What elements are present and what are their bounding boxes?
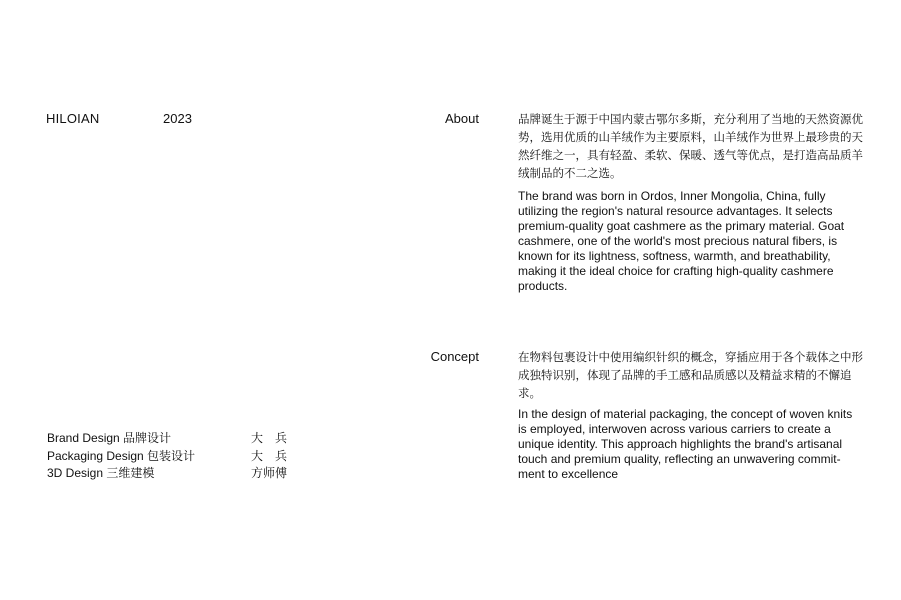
about-label: About: [445, 111, 479, 126]
credit-row-brand-design: [47, 430, 287, 448]
credit-row-3d-design: [47, 465, 287, 483]
brand-year: 2023: [163, 111, 192, 126]
concept-text-chinese: 在物料包裹设计中使用编织针织的概念，穿插应用于各个载体之中形成独特识别，体现了品牌的手工感和品质感以及精益求精的不懈追求。: [518, 352, 863, 400]
credit-person: 大 兵: [251, 448, 287, 463]
credits-list: [47, 430, 287, 483]
credit-person: 方师傅: [251, 466, 288, 480]
credit-role: Packaging Design 包装设计: [47, 448, 196, 463]
about-text-english: The brand was born in Ordos, Inner Mongolia, China, fully utilizing the region's natural resource advantages. It selects premium-quality goat cashmere as the primary material. Goat cashmere, one of the world's most precious natural fibers, is known for its lightness, softness, warmth, and breathability, making it the ideal choice for crafting high-quality cashmere products.: [518, 189, 845, 293]
concept-text-english: In the design of material packaging, the concept of woven knits is employed, interwoven across various carriers to create a unique identity. This approach highlights the brand's artisanal touch and premium quality, reflecting an unwavering commit-ment to excellence: [518, 407, 853, 481]
credit-role: 3D Design 三维建模: [47, 466, 155, 480]
credit-role: Brand Design 品牌设计: [47, 431, 172, 445]
about-text-chinese: 品牌诞生于源于中国内蒙古鄂尔多斯，充分利用了当地的天然资源优势，选用优质的山羊绒作为主要原料，山羊绒作为世界上最珍贵的天然纤维之一，具有轻盈、柔软、保暖、透气等优点，是打造高品质羊绒制品的不二之选。: [518, 114, 863, 180]
brand-name: HILOIAN: [46, 111, 100, 126]
concept-label: Concept: [430, 349, 479, 364]
credit-row-packaging-design: [47, 448, 287, 466]
credit-person: 大 兵: [251, 431, 287, 445]
